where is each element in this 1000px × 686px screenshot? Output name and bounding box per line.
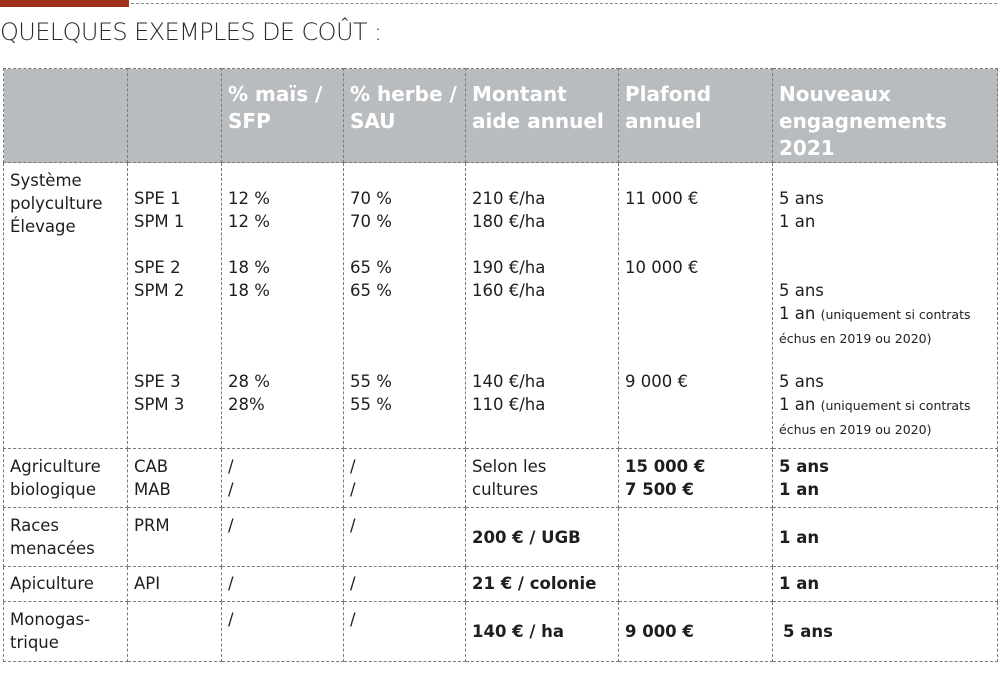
montant-cell xyxy=(466,567,619,602)
plafond-cell xyxy=(619,602,773,662)
value: 200 € / UGB xyxy=(472,528,581,547)
code: SPM 3 xyxy=(134,395,185,414)
header-herbe-sau: % herbe / SAU xyxy=(344,69,466,163)
value: 5 ans xyxy=(779,281,824,300)
value: 110 €/ha xyxy=(472,395,546,414)
value: 140 €/ha xyxy=(472,372,546,391)
engagement-cell xyxy=(773,449,998,508)
code-cell xyxy=(128,163,222,449)
value: 28% xyxy=(228,395,265,414)
value: 11 000 € xyxy=(625,189,699,208)
value: 9 000 € xyxy=(625,372,688,391)
header-cell-code xyxy=(128,69,222,163)
table-row-races xyxy=(4,508,998,567)
value: / xyxy=(350,480,356,499)
value: Selon les cultures xyxy=(472,457,547,499)
herbe-cell xyxy=(344,602,466,662)
value: / xyxy=(350,516,356,535)
category-cell xyxy=(4,602,128,662)
code: SPE 2 xyxy=(134,258,181,277)
value: 65 % xyxy=(350,258,392,277)
note: (uniquement si contrats échus en 2019 ou 2020) xyxy=(779,307,971,346)
header-row xyxy=(4,69,998,163)
table-row-mono xyxy=(4,602,998,662)
value: 190 €/ha xyxy=(472,258,546,277)
code-cell xyxy=(128,449,222,508)
value: 70 % xyxy=(350,212,392,231)
category-label: Monogas-trique xyxy=(10,610,91,652)
table-row-bio xyxy=(4,449,998,508)
category-label: Agriculture biologique xyxy=(10,457,101,499)
category-label: Système polyculture Élevage xyxy=(10,171,103,236)
accent-bar xyxy=(0,0,129,7)
category-cell xyxy=(4,508,128,567)
value: 9 000 € xyxy=(625,622,694,641)
code: MAB xyxy=(134,480,171,499)
code: PRM xyxy=(134,516,170,535)
montant-cell xyxy=(466,449,619,508)
value: 1 an xyxy=(779,212,816,231)
note: (uniquement si contrats échus en 2019 ou 2020) xyxy=(779,398,971,437)
mais-cell xyxy=(222,602,344,662)
value: 5 ans xyxy=(779,372,824,391)
herbe-cell xyxy=(344,508,466,567)
montant-cell xyxy=(466,602,619,662)
value: 55 % xyxy=(350,372,392,391)
plafond-cell xyxy=(619,508,773,567)
herbe-cell xyxy=(344,567,466,602)
value: 18 % xyxy=(228,281,270,300)
value: 18 % xyxy=(228,258,270,277)
table-row-systeme xyxy=(4,163,998,449)
value: / xyxy=(228,574,234,593)
code: SPM 1 xyxy=(134,212,185,231)
value: / xyxy=(228,516,234,535)
value: / xyxy=(350,574,356,593)
code: CAB xyxy=(134,457,169,476)
value: 1 an xyxy=(779,528,820,547)
category-cell xyxy=(4,567,128,602)
herbe-cell xyxy=(344,449,466,508)
header-plafond: Plafond annuel xyxy=(619,69,773,163)
value: 28 % xyxy=(228,372,270,391)
header-montant-aide: Montant aide annuel xyxy=(466,69,619,163)
value: 65 % xyxy=(350,281,392,300)
value: 1 an xyxy=(779,395,816,414)
code: API xyxy=(134,574,161,593)
value: 5 ans xyxy=(783,622,833,641)
code: SPM 2 xyxy=(134,281,185,300)
value: 15 000 € xyxy=(625,457,706,476)
mais-cell xyxy=(222,163,344,449)
engagement-cell xyxy=(773,508,998,567)
value: / xyxy=(228,457,234,476)
cost-table xyxy=(3,68,998,662)
category-cell xyxy=(4,163,128,449)
value: 140 € / ha xyxy=(472,622,565,641)
value: 21 € / colonie xyxy=(472,574,597,593)
mais-cell xyxy=(222,508,344,567)
code-cell xyxy=(128,602,222,662)
value: 7 500 € xyxy=(625,480,694,499)
header-engagements: Nouveaux engagnements 2021 xyxy=(773,69,998,163)
herbe-cell xyxy=(344,163,466,449)
value: 180 €/ha xyxy=(472,212,546,231)
plafond-cell xyxy=(619,567,773,602)
value: 1 an xyxy=(779,574,820,593)
value: / xyxy=(228,610,234,629)
top-rule xyxy=(131,3,997,4)
mais-cell xyxy=(222,449,344,508)
value: 55 % xyxy=(350,395,392,414)
value: 12 % xyxy=(228,212,270,231)
mais-cell xyxy=(222,567,344,602)
value: 5 ans xyxy=(779,457,829,476)
value: 1 an xyxy=(779,304,816,323)
value: / xyxy=(228,480,234,499)
code: SPE 3 xyxy=(134,372,181,391)
value: 160 €/ha xyxy=(472,281,546,300)
montant-cell xyxy=(466,508,619,567)
code: SPE 1 xyxy=(134,189,181,208)
page-title: QUELQUES EXEMPLES DE COÛT : xyxy=(0,18,382,46)
value: / xyxy=(350,457,356,476)
category-label: Races menacées xyxy=(10,516,95,558)
value: / xyxy=(350,610,356,629)
plafond-cell xyxy=(619,449,773,508)
value: 10 000 € xyxy=(625,258,699,277)
header-mais-sfp: % maïs / SFP xyxy=(222,69,344,163)
engagement-cell xyxy=(773,602,998,662)
header-cell-category xyxy=(4,69,128,163)
value: 70 % xyxy=(350,189,392,208)
value: 210 €/ha xyxy=(472,189,546,208)
category-label: Apiculture xyxy=(10,574,94,593)
code-cell xyxy=(128,508,222,567)
code-cell xyxy=(128,567,222,602)
value: 1 an xyxy=(779,480,820,499)
plafond-cell xyxy=(619,163,773,449)
value: 5 ans xyxy=(779,189,824,208)
category-cell xyxy=(4,449,128,508)
value: 12 % xyxy=(228,189,270,208)
table-row-api xyxy=(4,567,998,602)
engagement-cell xyxy=(773,163,998,449)
engagement-cell xyxy=(773,567,998,602)
montant-cell xyxy=(466,163,619,449)
